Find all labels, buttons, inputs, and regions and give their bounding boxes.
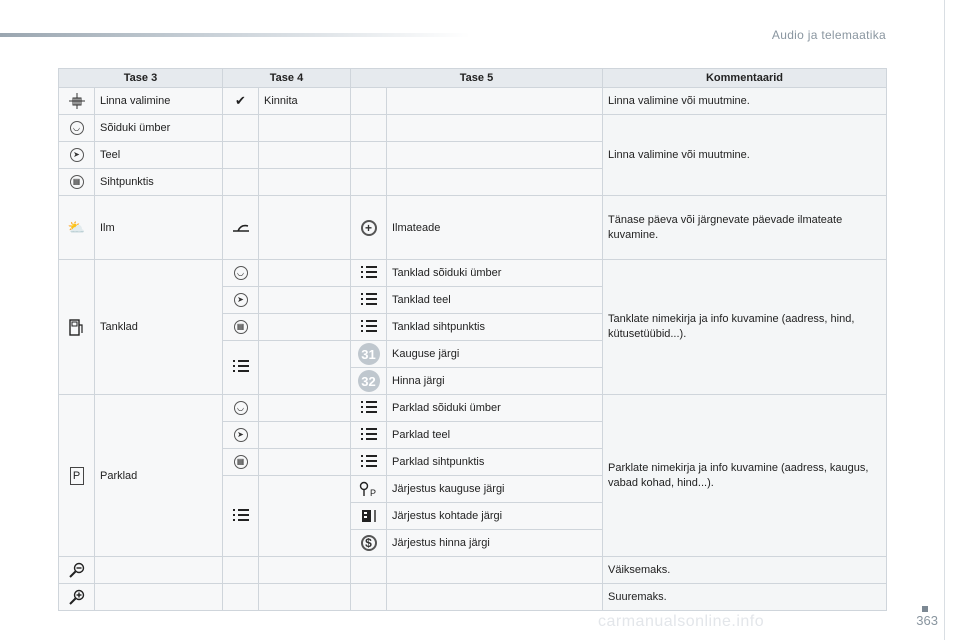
city-grid-icon	[69, 93, 85, 109]
row-label-parklad: Parklad	[95, 395, 223, 557]
weather-cloud-sun-icon: ⛅	[67, 219, 86, 235]
comment-parklad: Parklate nimekirja ja info kuvamine (aadress, kaugus, vabad kohad, hind...).	[603, 395, 887, 557]
table-header-row	[59, 69, 887, 88]
list-icon	[233, 360, 249, 372]
table-row	[59, 584, 887, 611]
pin-parking-distance-icon	[359, 481, 379, 497]
list-icon	[361, 293, 377, 305]
watermark: carmanualsonline.info	[598, 613, 765, 630]
row-label-sihtpunktis: Sihtpunktis	[95, 169, 223, 196]
list-icon	[233, 509, 249, 521]
table-row	[59, 115, 887, 142]
parklad-item: Järjestus kauguse järgi	[387, 476, 603, 503]
section-title: Audio ja telemaatika	[771, 28, 886, 42]
comment-vaiksemaks: Väiksemaks.	[603, 557, 887, 584]
tanklad-item: Tanklad sõiduki ümber	[387, 260, 603, 287]
fuel-station-icon	[69, 318, 85, 336]
row-tase4-kinnita: Kinnita	[259, 88, 351, 115]
route-arrow-icon: ➤	[234, 428, 248, 442]
around-vehicle-icon: ◡	[70, 121, 84, 135]
comment-suuremaks: Suuremaks.	[603, 584, 887, 611]
table-row	[59, 196, 887, 260]
tanklad-item: Tanklad teel	[387, 287, 603, 314]
zoom-in-icon	[68, 589, 86, 605]
tanklad-item: Tanklad sihtpunktis	[387, 314, 603, 341]
comment-search-location: Linna valimine või muutmine.	[603, 115, 887, 196]
row-label-teel: Teel	[95, 142, 223, 169]
list-icon	[361, 428, 377, 440]
tanklad-item: Hinna järgi	[387, 368, 603, 395]
route-arrow-icon: ➤	[70, 148, 84, 162]
parklad-item: Järjestus kohtade järgi	[387, 503, 603, 530]
around-vehicle-icon: ◡	[234, 266, 248, 280]
table-row	[59, 557, 887, 584]
list-icon	[361, 320, 377, 332]
badge-32: 32	[358, 370, 380, 392]
page-number-text: 363	[916, 613, 938, 628]
list-icon	[361, 401, 377, 413]
row-tase5-ilmateade: Ilmateade	[387, 196, 603, 260]
tanklad-item: Kauguse järgi	[387, 341, 603, 368]
parklad-item: Parklad sihtpunktis	[387, 449, 603, 476]
parklad-item: Järjestus hinna järgi	[387, 530, 603, 557]
parklad-item: Parklad sõiduki ümber	[387, 395, 603, 422]
row-label-ilm: Ilm	[95, 196, 223, 260]
list-icon	[361, 455, 377, 467]
margin-line	[944, 0, 945, 640]
parking-icon: P	[70, 467, 84, 485]
col-header-tase5: Tase 5	[351, 69, 603, 88]
comment-linna-valimine: Linna valimine või muutmine.	[603, 88, 887, 115]
weather-wind-icon	[232, 223, 250, 233]
list-icon	[361, 266, 377, 278]
table-row	[59, 88, 887, 115]
col-header-comments: Kommentaarid	[603, 69, 887, 88]
col-header-tase4: Tase 4	[223, 69, 351, 88]
row-label-soiduki-umber: Sõiduki ümber	[95, 115, 223, 142]
header-bar	[0, 33, 470, 37]
row-label-tanklad: Tanklad	[95, 260, 223, 395]
add-forecast-icon: +	[361, 220, 377, 236]
route-arrow-icon: ➤	[234, 293, 248, 307]
page-marker	[922, 606, 928, 612]
page-number	[916, 606, 938, 628]
table-row	[59, 395, 887, 422]
around-vehicle-icon: ◡	[234, 401, 248, 415]
destination-flag-icon: ▦	[70, 175, 84, 189]
destination-flag-icon: ▦	[234, 320, 248, 334]
comment-tanklad: Tanklate nimekirja ja info kuvamine (aadress, hind, kütusetüübid...).	[603, 260, 887, 395]
parking-spaces-icon	[359, 508, 379, 524]
destination-flag-icon: ▦	[234, 455, 248, 469]
badge-31: 31	[358, 343, 380, 365]
row-label-linna-valimine: Linna valimine	[95, 88, 223, 115]
menu-table	[58, 68, 887, 611]
zoom-out-icon	[68, 562, 86, 578]
dollar-icon: $	[361, 535, 377, 551]
col-header-tase3: Tase 3	[59, 69, 223, 88]
check-icon: ✔	[235, 93, 246, 108]
comment-ilm: Tänase päeva või järgnevate päevade ilmateate kuvamine.	[603, 196, 887, 260]
table-row	[59, 260, 887, 287]
svg-text:P: P	[369, 488, 376, 497]
parklad-item: Parklad teel	[387, 422, 603, 449]
